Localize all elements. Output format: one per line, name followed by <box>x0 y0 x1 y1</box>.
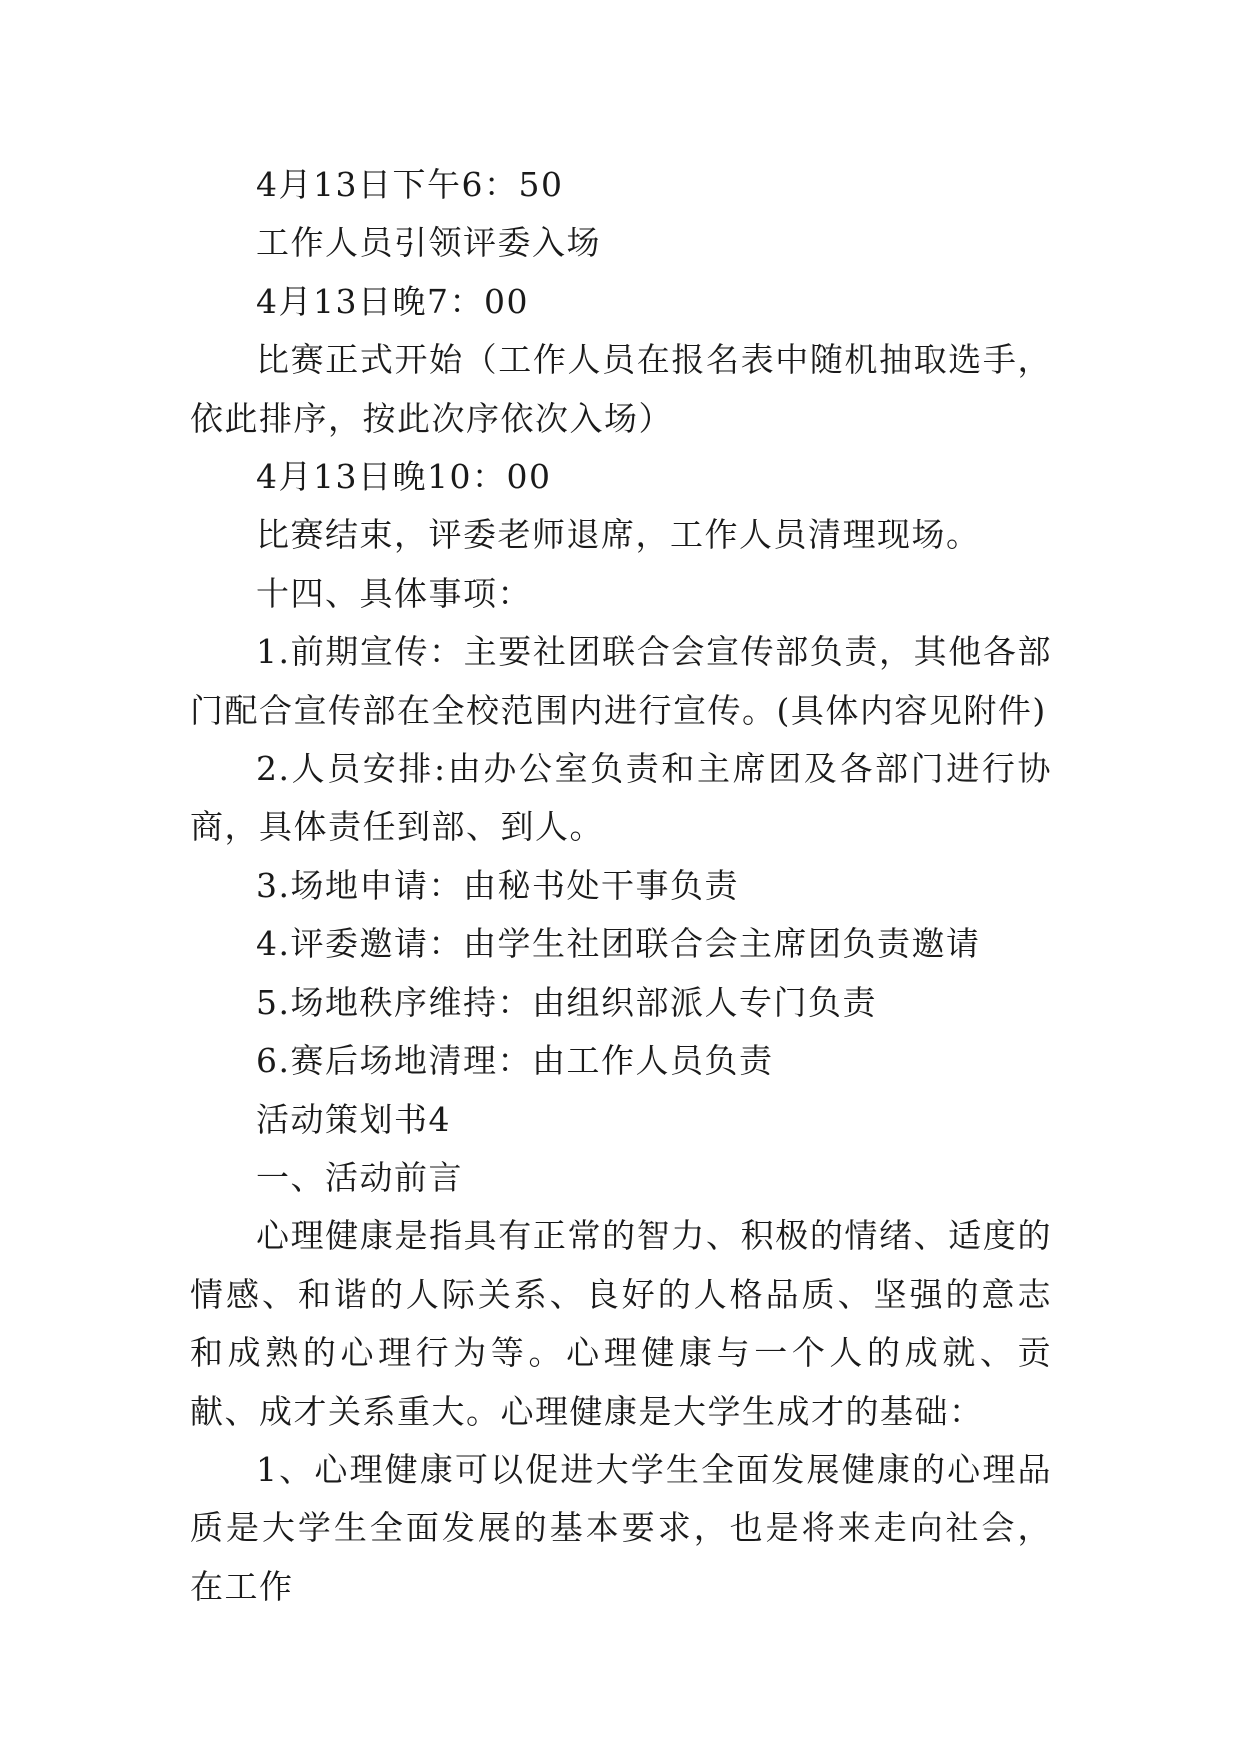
section-heading-details: 十四、具体事项： <box>256 573 532 613</box>
schedule-item-1: 工作人员引领评委入场 <box>256 223 601 263</box>
document-body <box>190 156 1052 1616</box>
detail-item-2: 2.人员安排:由办公室负责和主席团及各部门进行协商，具体责任到部、到人。 <box>190 749 1052 847</box>
detail-item-3: 3.场地申请：由秘书处干事负责 <box>256 865 739 905</box>
schedule-item-3: 比赛结束，评委老师退席，工作人员清理现场。 <box>256 515 981 555</box>
schedule-item-2: 比赛正式开始（工作人员在报名表中随机抽取选手，依此排序，按此次序依次入场） <box>190 340 1052 438</box>
detail-item-1: 1.前期宣传：主要社团联合会宣传部负责，其他各部门配合宣传部在全校范围内进行宣传。(具体内容见附件) <box>190 632 1052 730</box>
preface-paragraph: 心理健康是指具有正常的智力、积极的情绪、适度的情感、和谐的人际关系、良好的人格品质、坚强的意志和成熟的心理行为等。心理健康与一个人的成就、贡献、成才关系重大。心理健康是大学生成才的基础： <box>190 1216 1052 1431</box>
preface-point-1: 1、心理健康可以促进大学生全面发展健康的心理品质是大学生全面发展的基本要求，也是将来走向社会，在工作 <box>190 1449 1052 1606</box>
detail-item-5: 5.场地秩序维持：由组织部派人专门负责 <box>256 982 877 1022</box>
schedule-time-3: 4月13日晚10：00 <box>256 457 552 497</box>
detail-item-4: 4.评委邀请：由学生社团联合会主席团负责邀请 <box>256 924 981 964</box>
plan-title: 活动策划书4 <box>256 1099 451 1139</box>
schedule-time-1: 4月13日下午6：50 <box>256 165 564 204</box>
detail-item-6: 6.赛后场地清理：由工作人员负责 <box>256 1041 774 1081</box>
schedule-time-2: 4月13日晚7：00 <box>256 281 529 321</box>
section-heading-preface: 一、活动前言 <box>256 1157 463 1197</box>
